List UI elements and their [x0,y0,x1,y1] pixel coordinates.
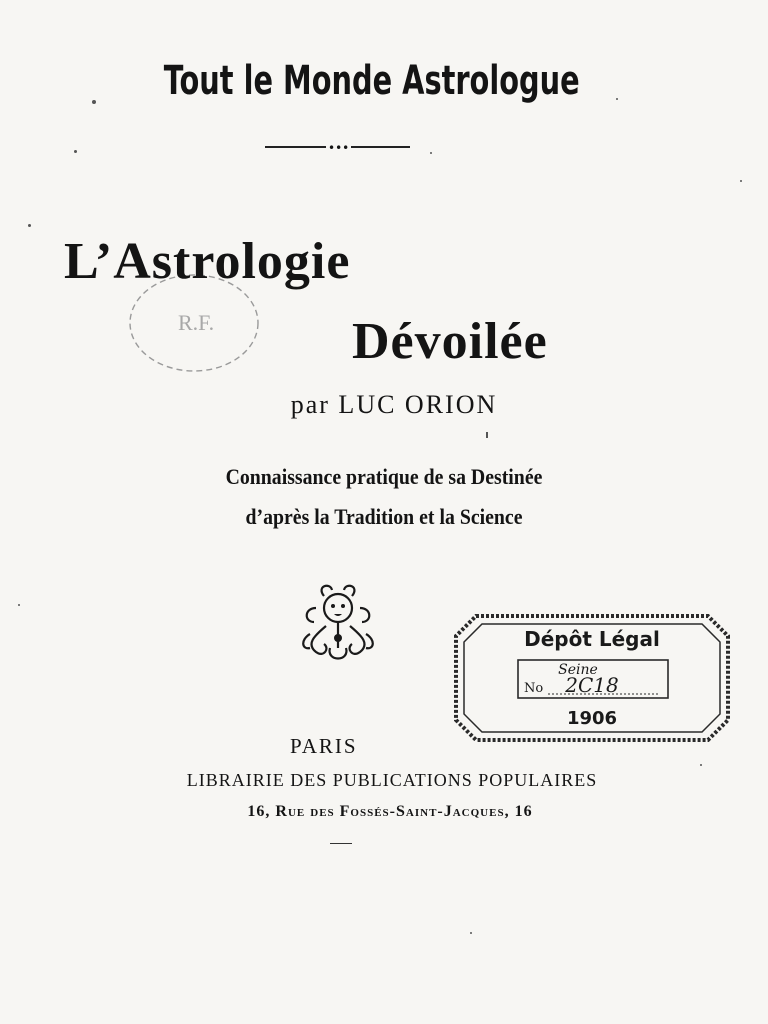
book-title-line1: L’Astrologie [64,233,351,290]
subtitle-line1: Connaissance pratique de sa Destinée [225,464,543,489]
author-line: par LUC ORION [290,390,498,419]
imprint-city: PARIS [290,734,358,758]
series-title: Tout le Monde Astrologue [163,58,580,104]
depot-stamp-year: 1906 [566,708,618,729]
rule-ornament: ••• [328,141,350,155]
depot-stamp-number-label: No [524,681,544,696]
subtitle-line2: d’après la Tradition et la Science [245,504,523,529]
depot-stamp-title: Dépôt Légal [524,627,660,651]
closing-dash [330,843,352,844]
depot-stamp-number: 2C18 [565,673,619,697]
fleuron-ornament-icon [296,578,380,666]
imprint-address: 16, Rue des Fossés-Saint-Jacques, 16 [247,803,533,820]
library-stamp-text: R.F. [178,310,215,335]
depot-legal-stamp [452,612,732,744]
depot-stamp-dept: Seine [558,662,598,678]
imprint-publisher: LIBRAIRIE DES PUBLICATIONS POPULAIRES [186,770,598,790]
book-title-line2: Dévoilée [352,313,548,370]
